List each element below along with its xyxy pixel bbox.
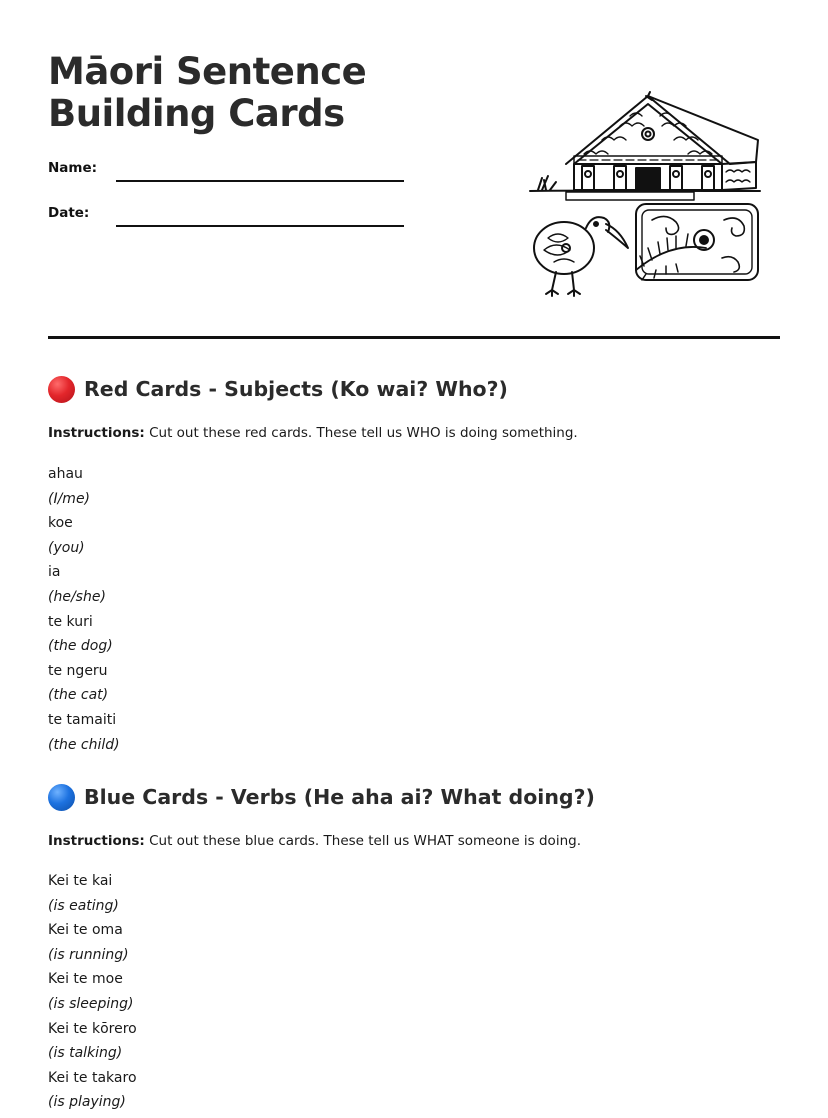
- card-word: te tamaiti: [48, 711, 117, 728]
- card-meaning: (the cat): [48, 687, 109, 704]
- card-meaning: (the child): [48, 736, 120, 753]
- card-word: Kei te kai: [48, 873, 113, 889]
- subject-card: [48, 659, 348, 708]
- blue-cards-heading: [48, 782, 595, 812]
- card-word: koe: [48, 515, 73, 532]
- page-title: [48, 51, 508, 135]
- card-word: te ngeru: [48, 662, 108, 679]
- date-field[interactable]: [48, 205, 408, 229]
- subject-card: [48, 511, 348, 560]
- card-meaning: (he/she): [48, 588, 106, 605]
- name-label: Name:: [48, 160, 98, 176]
- instructions-text: Cut out these blue cards. These tell us WHAT someone is doing.: [149, 833, 581, 849]
- title-line-1: Māori Sentence: [48, 50, 367, 93]
- card-meaning: (is playing): [48, 1094, 126, 1111]
- blue-cards-instructions: [48, 833, 581, 849]
- verb-card: [48, 918, 348, 967]
- card-meaning: (is talking): [48, 1045, 123, 1062]
- subject-card: [48, 708, 348, 757]
- card-meaning: (is running): [48, 946, 129, 963]
- card-word: ia: [48, 564, 61, 581]
- red-cards-instructions: [48, 425, 578, 441]
- card-word: Kei te moe: [48, 971, 123, 988]
- worksheet-page: [48, 0, 780, 1118]
- name-field[interactable]: [48, 160, 408, 184]
- subject-card: [48, 560, 348, 609]
- card-word: te kuri: [48, 613, 93, 630]
- subject-card: [48, 610, 348, 659]
- verb-card: [48, 1066, 348, 1115]
- card-meaning: (the dog): [48, 638, 113, 655]
- name-blank-line[interactable]: [116, 180, 404, 182]
- blue-cards-heading-text: Blue Cards - Verbs (He aha ai? What doing?): [84, 785, 595, 809]
- blue-circle-icon: [48, 784, 75, 811]
- date-blank-line[interactable]: [116, 225, 404, 227]
- subject-card: [48, 462, 348, 511]
- red-cards-heading-text: Red Cards - Subjects (Ko wai? Who?): [84, 377, 508, 401]
- instructions-label: Instructions:: [48, 833, 145, 849]
- red-card-list: [48, 462, 348, 757]
- verb-card: [48, 1017, 348, 1066]
- instructions-text: Cut out these red cards. These tell us WHO is doing something.: [149, 425, 578, 441]
- red-cards-heading: [48, 374, 508, 404]
- card-meaning: (you): [48, 539, 85, 556]
- card-meaning: (I/me): [48, 490, 91, 507]
- verb-card: [48, 967, 348, 1016]
- header-divider: [48, 336, 780, 339]
- instructions-label: Instructions:: [48, 425, 145, 441]
- card-meaning: (is eating): [48, 897, 119, 914]
- card-word: Kei te takaro: [48, 1069, 137, 1086]
- red-circle-icon: [48, 376, 75, 403]
- card-meaning: (is sleeping): [48, 995, 134, 1012]
- title-line-2: Building Cards: [48, 92, 345, 135]
- verb-card: [48, 869, 348, 918]
- maori-meeting-house-kiwi-illustration: [526, 88, 766, 298]
- card-word: Kei te oma: [48, 922, 123, 939]
- blue-card-list: [48, 869, 348, 1115]
- date-label: Date:: [48, 205, 90, 221]
- card-word: Kei te kōrero: [48, 1020, 137, 1037]
- card-word: ahau: [48, 466, 83, 482]
